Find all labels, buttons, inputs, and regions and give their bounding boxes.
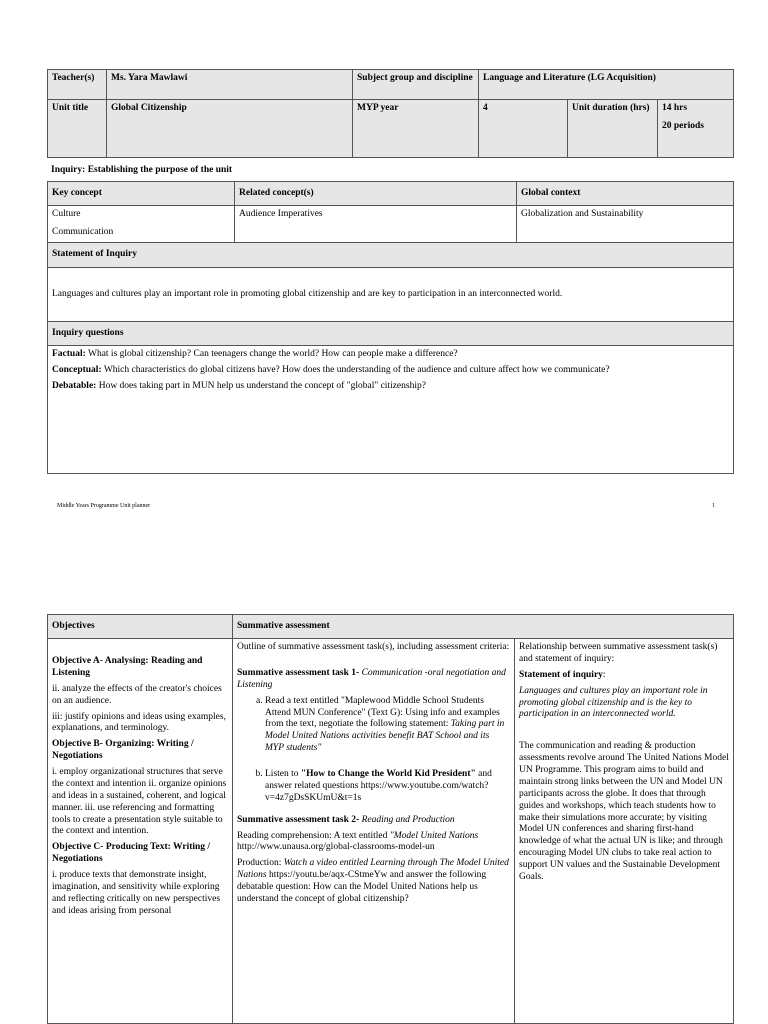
teacher-value: Ms. Yara Mawlawi (107, 70, 353, 100)
outline-text: Outline of summative assessment task(s), including assessment criteria: (237, 642, 510, 652)
soi-heading: Statement of inquiry: (519, 669, 606, 680)
debatable-question: Debatable: How does taking part in MUN help us understand the concept of "global" citizenship? (52, 380, 426, 391)
task2-heading: Summative assessment task 2- Reading and Production (237, 814, 455, 825)
task1-item-a: a. Read a text entitled "Maplewood Middle School Students Attend MUN Conference" (Text G): Using info and examples from the text, negotiate the following statement: Taking part in Model United Nations activities benefit BAT School and its MYP students" (265, 696, 510, 755)
inquiry-table (47, 181, 734, 474)
inquiry-questions-header: Inquiry questions (48, 322, 734, 346)
duration-hrs: 14 hrs (662, 103, 688, 113)
subject-value: Language and Literature (LG Acquisition) (479, 70, 734, 100)
inquiry-section-title: Inquiry: Establishing the purpose of the unit (51, 165, 233, 175)
page-number: 1 (712, 503, 715, 509)
assessment-table (47, 614, 734, 1024)
teacher-label: Teacher(s) (48, 70, 107, 100)
objective-b-text: i. employ organizational structures that serve the context and intention ii. organize opinions and ideas in a sustained, coherent, and logical manner. iii. use referencing and formatting tools to create a presentation style suitable to the context and intention. (52, 767, 227, 837)
objective-a-ii: ii. analyze the effects of the creator's choices on an audience. (52, 683, 222, 706)
key-concept-header: Key concept (48, 182, 235, 206)
unit-title-value: Global Citizenship (107, 100, 353, 158)
myp-year-value: 4 (479, 100, 568, 158)
statement-header: Statement of Inquiry (48, 243, 734, 268)
unit-header-table (47, 69, 734, 158)
footer-text: Middle Years Programme Unit planner (57, 503, 151, 509)
global-context-cell: Globalization and Sustainability (517, 206, 734, 243)
objectives-cell (48, 639, 233, 1024)
summative-tasks-cell (233, 639, 515, 1024)
factual-question: Factual: What is global citizenship? Can teenagers change the world? How can people make a difference? (52, 349, 458, 359)
objectives-header: Objectives (48, 615, 233, 639)
myp-year-label: MYP year (353, 100, 479, 158)
objective-a-title: Objective A- Analysing: Reading and Listening (52, 656, 203, 678)
statement-text: Languages and cultures play an important role in promoting global citizenship and are key to participation in an interconnected world. (48, 268, 734, 322)
objective-a-iii: iii: justify opinions and ideas using examples, explanations, and terminology. (52, 711, 226, 734)
related-concepts-header: Related concept(s) (235, 182, 517, 206)
key-concept-item: Communication (52, 226, 114, 237)
task1-item-b: b. Listen to "How to Change the World Kid President" and answer related questions https://www.youtube.com/watch?v=4z7gDsSKUmU&t=1s (265, 769, 510, 805)
key-concepts-cell (48, 206, 235, 243)
duration-periods: 20 periods (662, 120, 704, 131)
related-concepts-cell: Audience Imperatives (235, 206, 517, 243)
relationship-text: Relationship between summative assessment task(s) and statement of inquiry: (519, 642, 718, 664)
global-context-header: Global context (517, 182, 734, 206)
duration-label: Unit duration (hrs) (568, 100, 658, 158)
subject-label: Subject group and discipline (353, 70, 479, 100)
duration-value (658, 100, 734, 158)
task1-heading: Summative assessment task 1- Communication -oral negotiation and Listening (237, 667, 506, 690)
communication-text: The communication and reading & production assessments revolve around The United Nations Model UN Programme. This program aims to build and maintain strong links between the UN and Model UN participants across the globe. It does that through guides and workshops, which teach students how to make their simulations more accurate; by visiting Model UN conferences and sharing first-hand knowledge of what the actual UN is like; and through encouraging Model UN clubs to take real action to support UN values and the Sustainable Development Goals. (519, 741, 729, 882)
relationship-cell (515, 639, 734, 1024)
key-concept-item: Culture (52, 209, 81, 219)
objective-b-title: Objective B- Organizing: Writing / Negotiations (52, 739, 194, 762)
reading-comprehension: Reading comprehension: A text entitled "Model United Nations http://www.unausa.org/global-classrooms-model-un (237, 830, 479, 853)
task1-list (237, 696, 510, 805)
objective-c-title: Objective C- Producing Text: Writing / Negotiations (52, 842, 211, 865)
summative-header: Summative assessment (233, 615, 734, 639)
unit-title-label: Unit title (48, 100, 107, 158)
conceptual-question: Conceptual: Which characteristics do global citizens have? How does the understanding of the audience and culture affect how we communicate? (52, 364, 610, 375)
production-task: Production: Watch a video entitled Learning through The Model United Nations https://youtu.be/aqx-CStmeYw and answer the following debatable question: How can the Model United Nations help us understand the concept of global citizenship? (237, 858, 509, 904)
objective-c-text: i. produce texts that demonstrate insight, imagination, and sensitivity while exploring and reflecting critically on new perspectives and ideas arising from personal (52, 870, 221, 916)
inquiry-questions-cell (48, 346, 734, 474)
soi-text: Languages and cultures play an important role in promoting global citizenship and is the key to participation in an interconnected world. (519, 685, 708, 720)
